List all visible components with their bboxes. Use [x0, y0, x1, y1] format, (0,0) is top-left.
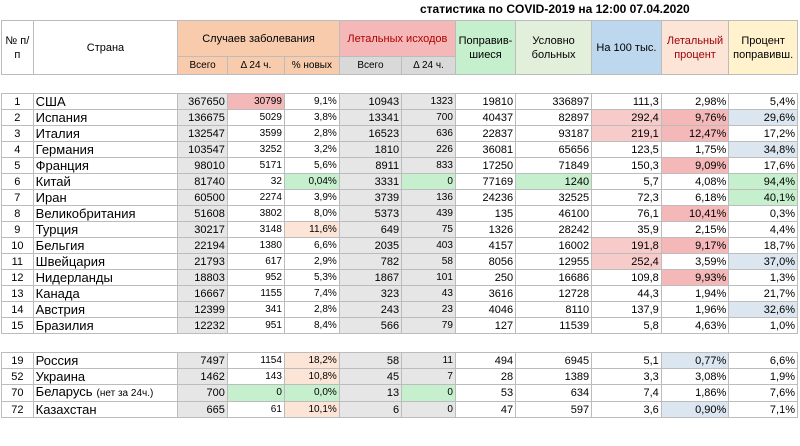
covid-stats-table: [1, 20, 798, 418]
lethal-pct-cell: 9,09%: [661, 158, 729, 174]
recovered-cell: 4046: [455, 302, 515, 318]
new-pct-cell: 8,0%: [284, 206, 339, 222]
row-number-cell: 10: [2, 238, 34, 254]
new-pct-cell: 3,8%: [284, 110, 339, 126]
recovered-pct-cell: 7,1%: [729, 402, 798, 418]
deaths-delta-cell: 0: [402, 385, 456, 402]
row-number-cell: 5: [2, 158, 34, 174]
recovered-pct-cell: 94,4%: [729, 174, 798, 190]
cases-total-cell: 12232: [178, 318, 228, 334]
country-name: Беларусь: [35, 384, 93, 399]
row-number-cell: 13: [2, 286, 34, 302]
deaths-delta-cell: 0: [402, 402, 456, 418]
deaths-total-cell: 649: [339, 222, 401, 238]
table-row: [2, 238, 798, 254]
lethal-pct-cell: 6,18%: [661, 190, 729, 206]
new-pct-cell: 5,3%: [284, 270, 339, 286]
cases-total-cell: 60500: [178, 190, 228, 206]
per100k-cell: 252,4: [592, 254, 662, 270]
deaths-delta-cell: 11: [402, 353, 456, 369]
active-cell: 46100: [516, 206, 592, 222]
header-row-1: [2, 21, 798, 57]
recovered-pct-cell: 32,6%: [729, 302, 798, 318]
deaths-delta-cell: 136: [402, 190, 456, 206]
new-pct-cell: 5,6%: [284, 158, 339, 174]
country-cell: Испания: [33, 110, 178, 126]
recovered-pct-cell: 1,3%: [729, 270, 798, 286]
row-number-cell: 3: [2, 126, 34, 142]
recovered-cell: 135: [455, 206, 515, 222]
recovered-cell: 40437: [455, 110, 515, 126]
deaths-total-cell: 3331: [339, 174, 401, 190]
header-lethal-pct: Летальный процент: [661, 21, 729, 75]
deaths-total-cell: 1867: [339, 270, 401, 286]
deaths-total-cell: 3739: [339, 190, 401, 206]
deaths-total-cell: 10943: [339, 94, 401, 110]
recovered-pct-cell: 34,8%: [729, 142, 798, 158]
recovered-cell: 19810: [455, 94, 515, 110]
table-row: [2, 369, 798, 385]
deaths-delta-cell: 79: [402, 318, 456, 334]
active-cell: 16002: [516, 238, 592, 254]
deaths-total-cell: 13341: [339, 110, 401, 126]
new-pct-cell: 0,0%: [284, 385, 339, 402]
row-number-cell: 19: [2, 353, 34, 369]
deaths-total-cell: 13: [339, 385, 401, 402]
recovered-pct-cell: 7,6%: [729, 385, 798, 402]
row-number-cell: 4: [2, 142, 34, 158]
recovered-pct-cell: 37,0%: [729, 254, 798, 270]
table-row: [2, 174, 798, 190]
table-row: [2, 318, 798, 334]
country-cell: Турция: [33, 222, 178, 238]
per100k-cell: 5,1: [592, 353, 662, 369]
cases-total-cell: 7497: [178, 353, 228, 369]
deaths-delta-cell: 1323: [402, 94, 456, 110]
deaths-delta-cell: 226: [402, 142, 456, 158]
active-cell: 28242: [516, 222, 592, 238]
deaths-total-cell: 2035: [339, 238, 401, 254]
header-deaths-delta: Δ 24 ч.: [402, 57, 456, 75]
recovered-pct-cell: 29,6%: [729, 110, 798, 126]
new-pct-cell: 0,04%: [284, 174, 339, 190]
header-cases-total: Всего: [178, 57, 228, 75]
recovered-cell: 28: [455, 369, 515, 385]
table-row: [2, 385, 798, 402]
country-cell: Австрия: [33, 302, 178, 318]
cases-delta-cell: 143: [227, 369, 284, 385]
deaths-delta-cell: 58: [402, 254, 456, 270]
per100k-cell: 191,8: [592, 238, 662, 254]
active-cell: 71849: [516, 158, 592, 174]
separator-row: [2, 75, 798, 94]
recovered-pct-cell: 17,6%: [729, 158, 798, 174]
active-cell: 634: [516, 385, 592, 402]
lethal-pct-cell: 4,63%: [661, 318, 729, 334]
row-number-cell: 8: [2, 206, 34, 222]
country-cell: Китай: [33, 174, 178, 190]
table-row: [2, 94, 798, 110]
country-cell: Казахстан: [33, 402, 178, 418]
active-cell: 11539: [516, 318, 592, 334]
table-row: [2, 190, 798, 206]
separator-cell: [2, 75, 798, 94]
active-cell: 1389: [516, 369, 592, 385]
header-recovered-pct: Процент поправивш.: [729, 21, 798, 75]
country-cell: США: [33, 94, 178, 110]
new-pct-cell: 2,9%: [284, 254, 339, 270]
deaths-total-cell: 8911: [339, 158, 401, 174]
per100k-cell: 109,8: [592, 270, 662, 286]
cases-total-cell: 51608: [178, 206, 228, 222]
per100k-cell: 72,3: [592, 190, 662, 206]
recovered-cell: 127: [455, 318, 515, 334]
row-number-cell: 9: [2, 222, 34, 238]
cases-delta-cell: 61: [227, 402, 284, 418]
per100k-cell: 3,3: [592, 369, 662, 385]
country-cell: Великобритания: [33, 206, 178, 222]
active-cell: 16686: [516, 270, 592, 286]
active-cell: 82897: [516, 110, 592, 126]
cases-total-cell: 22194: [178, 238, 228, 254]
recovered-pct-cell: 1,9%: [729, 369, 798, 385]
row-number-cell: 11: [2, 254, 34, 270]
new-pct-cell: 3,2%: [284, 142, 339, 158]
cases-delta-cell: 2274: [227, 190, 284, 206]
recovered-cell: 3616: [455, 286, 515, 302]
lethal-pct-cell: 1,86%: [661, 385, 729, 402]
cases-total-cell: 132547: [178, 126, 228, 142]
new-pct-cell: 11,6%: [284, 222, 339, 238]
lethal-pct-cell: 12,47%: [661, 126, 729, 142]
header-num: № п/п: [2, 21, 34, 75]
cases-delta-cell: 5029: [227, 110, 284, 126]
per100k-cell: 7,4: [592, 385, 662, 402]
country-cell: Италия: [33, 126, 178, 142]
header-recovered: Поправив-шиеся: [455, 21, 515, 75]
cases-total-cell: 367650: [178, 94, 228, 110]
new-pct-cell: 3,9%: [284, 190, 339, 206]
lethal-pct-cell: 9,17%: [661, 238, 729, 254]
deaths-delta-cell: 403: [402, 238, 456, 254]
lethal-pct-cell: 3,08%: [661, 369, 729, 385]
deaths-delta-cell: 75: [402, 222, 456, 238]
separator-cell: [2, 334, 798, 353]
table-row: [2, 402, 798, 418]
row-number-cell: 52: [2, 369, 34, 385]
recovered-pct-cell: 17,2%: [729, 126, 798, 142]
deaths-total-cell: 1810: [339, 142, 401, 158]
row-number-cell: 70: [2, 385, 34, 402]
recovered-cell: 8056: [455, 254, 515, 270]
per100k-cell: 44,3: [592, 286, 662, 302]
deaths-total-cell: 6: [339, 402, 401, 418]
cases-delta-cell: 5171: [227, 158, 284, 174]
new-pct-cell: 18,2%: [284, 353, 339, 369]
cases-total-cell: 81740: [178, 174, 228, 190]
country-cell: Россия: [33, 353, 178, 369]
deaths-delta-cell: 439: [402, 206, 456, 222]
recovered-pct-cell: 40,1%: [729, 190, 798, 206]
lethal-pct-cell: 2,15%: [661, 222, 729, 238]
lethal-pct-cell: 2,98%: [661, 94, 729, 110]
row-number-cell: 6: [2, 174, 34, 190]
new-pct-cell: 2,8%: [284, 126, 339, 142]
table-row: [2, 254, 798, 270]
cases-delta-cell: 951: [227, 318, 284, 334]
row-number-cell: 1: [2, 94, 34, 110]
cases-total-cell: 136675: [178, 110, 228, 126]
cases-total-cell: 12399: [178, 302, 228, 318]
recovered-cell: 494: [455, 353, 515, 369]
deaths-total-cell: 16523: [339, 126, 401, 142]
per100k-cell: 111,3: [592, 94, 662, 110]
recovered-cell: 47: [455, 402, 515, 418]
per100k-cell: 5,8: [592, 318, 662, 334]
cases-total-cell: 16667: [178, 286, 228, 302]
cases-delta-cell: 3148: [227, 222, 284, 238]
header-deaths-total: Всего: [339, 57, 401, 75]
per100k-cell: 292,4: [592, 110, 662, 126]
recovered-pct-cell: 4,4%: [729, 222, 798, 238]
recovered-cell: 24236: [455, 190, 515, 206]
deaths-delta-cell: 101: [402, 270, 456, 286]
table-row: [2, 110, 798, 126]
deaths-total-cell: 782: [339, 254, 401, 270]
cases-delta-cell: 3599: [227, 126, 284, 142]
cases-total-cell: 18803: [178, 270, 228, 286]
new-pct-cell: 10,8%: [284, 369, 339, 385]
cases-delta-cell: 30799: [227, 94, 284, 110]
recovered-cell: 36081: [455, 142, 515, 158]
recovered-pct-cell: 5,4%: [729, 94, 798, 110]
header-cases-delta: Δ 24 ч.: [227, 57, 284, 75]
country-cell: Иран: [33, 190, 178, 206]
lethal-pct-cell: 0,77%: [661, 353, 729, 369]
active-cell: 597: [516, 402, 592, 418]
separator-row: [2, 334, 798, 353]
country-cell: Украина: [33, 369, 178, 385]
header-per100k: На 100 тыс.: [592, 21, 662, 75]
recovered-pct-cell: 21,7%: [729, 286, 798, 302]
recovered-pct-cell: 6,6%: [729, 353, 798, 369]
cases-delta-cell: 3802: [227, 206, 284, 222]
country-cell: Бельгия: [33, 238, 178, 254]
lethal-pct-cell: 1,75%: [661, 142, 729, 158]
cases-delta-cell: 341: [227, 302, 284, 318]
per100k-cell: 5,7: [592, 174, 662, 190]
deaths-delta-cell: 833: [402, 158, 456, 174]
country-cell: [33, 385, 178, 402]
cases-total-cell: 700: [178, 385, 228, 402]
deaths-delta-cell: 700: [402, 110, 456, 126]
recovered-pct-cell: 18,7%: [729, 238, 798, 254]
active-cell: 12955: [516, 254, 592, 270]
cases-total-cell: 1462: [178, 369, 228, 385]
cases-delta-cell: 0: [227, 385, 284, 402]
country-cell: Германия: [33, 142, 178, 158]
table-row: [2, 126, 798, 142]
active-cell: 8110: [516, 302, 592, 318]
new-pct-cell: 8,4%: [284, 318, 339, 334]
row-number-cell: 12: [2, 270, 34, 286]
active-cell: 12728: [516, 286, 592, 302]
per100k-cell: 137,9: [592, 302, 662, 318]
deaths-total-cell: 566: [339, 318, 401, 334]
recovered-cell: 53: [455, 385, 515, 402]
deaths-delta-cell: 23: [402, 302, 456, 318]
cases-total-cell: 665: [178, 402, 228, 418]
recovered-cell: 250: [455, 270, 515, 286]
row-number-cell: 2: [2, 110, 34, 126]
active-cell: 1240: [516, 174, 592, 190]
cases-delta-cell: 3252: [227, 142, 284, 158]
deaths-total-cell: 243: [339, 302, 401, 318]
recovered-cell: 77169: [455, 174, 515, 190]
lethal-pct-cell: 1,94%: [661, 286, 729, 302]
cases-delta-cell: 952: [227, 270, 284, 286]
header-deaths: Летальных исходов: [339, 21, 455, 57]
active-cell: 93187: [516, 126, 592, 142]
lethal-pct-cell: 10,41%: [661, 206, 729, 222]
cases-total-cell: 103547: [178, 142, 228, 158]
deaths-total-cell: 45: [339, 369, 401, 385]
per100k-cell: 35,9: [592, 222, 662, 238]
cases-delta-cell: 32: [227, 174, 284, 190]
table-row: [2, 286, 798, 302]
cases-total-cell: 98010: [178, 158, 228, 174]
table-row: [2, 270, 798, 286]
cases-delta-cell: 617: [227, 254, 284, 270]
table-row: [2, 206, 798, 222]
per100k-cell: 76,1: [592, 206, 662, 222]
country-cell: Канада: [33, 286, 178, 302]
recovered-cell: 1326: [455, 222, 515, 238]
cases-total-cell: 21793: [178, 254, 228, 270]
per100k-cell: 3,6: [592, 402, 662, 418]
deaths-delta-cell: 43: [402, 286, 456, 302]
lethal-pct-cell: 4,08%: [661, 174, 729, 190]
deaths-total-cell: 323: [339, 286, 401, 302]
cases-total-cell: 30217: [178, 222, 228, 238]
recovered-cell: 4157: [455, 238, 515, 254]
new-pct-cell: 9,1%: [284, 94, 339, 110]
table-row: [2, 222, 798, 238]
country-note: (нет за 24ч.): [96, 388, 154, 399]
deaths-delta-cell: 7: [402, 369, 456, 385]
cases-delta-cell: 1155: [227, 286, 284, 302]
lethal-pct-cell: 9,93%: [661, 270, 729, 286]
header-country: Страна: [33, 21, 178, 75]
deaths-delta-cell: 636: [402, 126, 456, 142]
country-cell: Бразилия: [33, 318, 178, 334]
country-cell: Нидерланды: [33, 270, 178, 286]
active-cell: 6945: [516, 353, 592, 369]
cases-delta-cell: 1380: [227, 238, 284, 254]
table-row: [2, 158, 798, 174]
recovered-cell: 17250: [455, 158, 515, 174]
header-cases: Случаев заболевания: [178, 21, 340, 57]
header-active: Условно больных: [516, 21, 592, 75]
recovered-pct-cell: 0,3%: [729, 206, 798, 222]
cases-delta-cell: 1154: [227, 353, 284, 369]
table-row: [2, 302, 798, 318]
lethal-pct-cell: 1,96%: [661, 302, 729, 318]
deaths-total-cell: 58: [339, 353, 401, 369]
active-cell: 336897: [516, 94, 592, 110]
row-number-cell: 72: [2, 402, 34, 418]
recovered-pct-cell: 1,0%: [729, 318, 798, 334]
per100k-cell: 150,3: [592, 158, 662, 174]
per100k-cell: 219,1: [592, 126, 662, 142]
per100k-cell: 123,5: [592, 142, 662, 158]
row-number-cell: 15: [2, 318, 34, 334]
header-cases-new-pct: % новых: [284, 57, 339, 75]
lethal-pct-cell: 0,90%: [661, 402, 729, 418]
page-title: статистика по COVID-2019 на 12:00 07.04.2020: [420, 2, 690, 16]
recovered-cell: 22837: [455, 126, 515, 142]
new-pct-cell: 10,1%: [284, 402, 339, 418]
active-cell: 32525: [516, 190, 592, 206]
new-pct-cell: 2,8%: [284, 302, 339, 318]
table-row: [2, 353, 798, 369]
active-cell: 65656: [516, 142, 592, 158]
table-row: [2, 142, 798, 158]
lethal-pct-cell: 3,59%: [661, 254, 729, 270]
lethal-pct-cell: 9,76%: [661, 110, 729, 126]
row-number-cell: 14: [2, 302, 34, 318]
deaths-delta-cell: 0: [402, 174, 456, 190]
deaths-total-cell: 5373: [339, 206, 401, 222]
row-number-cell: 7: [2, 190, 34, 206]
new-pct-cell: 7,4%: [284, 286, 339, 302]
country-cell: Франция: [33, 158, 178, 174]
new-pct-cell: 6,6%: [284, 238, 339, 254]
country-cell: Швейцария: [33, 254, 178, 270]
